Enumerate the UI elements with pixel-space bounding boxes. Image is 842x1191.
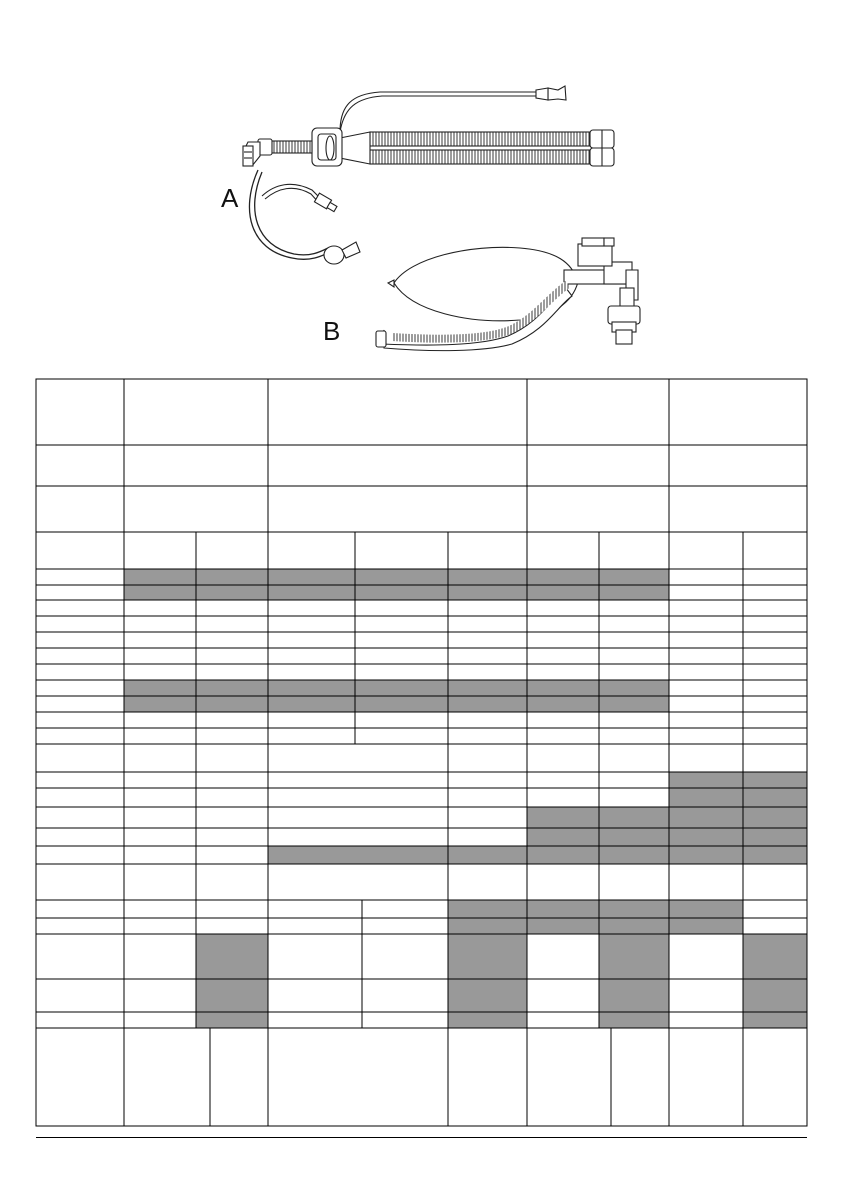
table-cell — [362, 979, 448, 1012]
table-cell — [362, 918, 448, 934]
table-cell — [124, 918, 196, 934]
table-cell — [268, 772, 448, 788]
table-cell — [36, 632, 124, 648]
table-cell — [36, 648, 124, 664]
table-cell — [448, 788, 527, 807]
table-cell — [196, 712, 268, 728]
table-cell — [124, 772, 196, 788]
table-cell-shaded — [268, 569, 355, 585]
table-cell — [743, 1028, 807, 1126]
table-cell — [124, 445, 268, 486]
table-cell — [124, 934, 196, 979]
table-cell-shaded — [743, 934, 807, 979]
footer-rule — [36, 1137, 807, 1138]
table-cell-shaded — [669, 788, 743, 807]
table-cell-shaded — [669, 807, 743, 828]
table-cell — [743, 728, 807, 744]
table-cell — [36, 1012, 124, 1028]
table-cell — [124, 828, 196, 846]
table-cell — [448, 648, 527, 664]
table-cell-shaded — [743, 772, 807, 788]
table-cell — [268, 379, 527, 445]
table-cell-shaded — [448, 900, 527, 918]
table-cell — [36, 864, 124, 900]
table-cell — [36, 712, 124, 728]
table-cell — [669, 379, 807, 445]
table-cell — [36, 445, 124, 486]
table-cell — [362, 1012, 448, 1028]
table-cell-shaded — [669, 900, 743, 918]
table-cell — [36, 532, 124, 569]
table-cell — [743, 696, 807, 712]
table-cell — [124, 616, 196, 632]
table-cell — [196, 772, 268, 788]
table-cell — [743, 648, 807, 664]
table-cell — [527, 772, 599, 788]
table-cell-shaded — [196, 569, 268, 585]
table-cell — [599, 744, 669, 772]
table-cell — [196, 664, 268, 680]
table-cell — [268, 788, 448, 807]
table-cell-shaded — [268, 696, 355, 712]
table-cell — [268, 744, 448, 772]
table-cell — [527, 445, 669, 486]
table-cell — [36, 979, 124, 1012]
table-cell — [448, 728, 527, 744]
table-cell — [124, 744, 196, 772]
table-cell — [743, 864, 807, 900]
table-cell — [196, 918, 268, 934]
table-cell — [611, 1028, 669, 1126]
table-cell — [355, 632, 448, 648]
table-cell — [268, 934, 362, 979]
table-cell — [527, 934, 599, 979]
table-cell — [743, 744, 807, 772]
table-cell-shaded — [669, 828, 743, 846]
table-cell — [268, 1028, 448, 1126]
table-cell — [527, 979, 599, 1012]
table-cell — [669, 712, 743, 728]
table-cell — [196, 728, 268, 744]
table-cell — [527, 648, 599, 664]
table-cell-shaded — [448, 1012, 527, 1028]
table-cell — [268, 828, 448, 846]
table-cell-shaded — [196, 696, 268, 712]
table-cell — [669, 532, 743, 569]
table-cell — [527, 486, 669, 532]
table-cell-shaded — [599, 585, 669, 600]
table-cell — [36, 788, 124, 807]
table-cell — [527, 712, 599, 728]
table-cell — [448, 712, 527, 728]
table-cell — [743, 632, 807, 648]
table-cell — [669, 600, 743, 616]
table-cell — [196, 616, 268, 632]
table-cell — [599, 728, 669, 744]
table-cell — [527, 744, 599, 772]
table-cell — [124, 712, 196, 728]
table-cell — [599, 712, 669, 728]
table-cell-shaded — [599, 680, 669, 696]
table-cell — [36, 379, 124, 445]
table-cell-shaded — [743, 788, 807, 807]
table-cell — [599, 864, 669, 900]
table-cell — [743, 569, 807, 585]
table-cell — [124, 632, 196, 648]
table-cell — [268, 532, 355, 569]
table-cell — [669, 728, 743, 744]
table-cell-shaded — [124, 585, 196, 600]
table-cell-shaded — [448, 918, 527, 934]
table-cell-shaded — [599, 569, 669, 585]
table-cell — [669, 585, 743, 600]
table-cell-shaded — [599, 979, 669, 1012]
table-cell-shaded — [268, 846, 448, 864]
table-cell — [124, 807, 196, 828]
table-cell — [599, 648, 669, 664]
table-cell — [36, 696, 124, 712]
table-cell — [36, 846, 124, 864]
table-cell — [36, 1028, 124, 1126]
table-cell — [527, 616, 599, 632]
table-cell — [36, 585, 124, 600]
table-cell-shaded — [743, 807, 807, 828]
table-cell — [743, 600, 807, 616]
table-cell-shaded — [743, 846, 807, 864]
table-cell — [124, 728, 196, 744]
table-cell — [669, 744, 743, 772]
table-cell — [669, 569, 743, 585]
table-cell-shaded — [124, 569, 196, 585]
table-cell-shaded — [527, 569, 599, 585]
table-cell — [268, 728, 355, 744]
table-cell — [527, 632, 599, 648]
table-cell — [527, 532, 599, 569]
table-cell — [527, 600, 599, 616]
table-cell — [196, 900, 268, 918]
table-cell — [268, 918, 362, 934]
table-cell-shaded — [669, 846, 743, 864]
table-cell — [743, 532, 807, 569]
table-cell — [210, 1028, 268, 1126]
table-cell — [599, 600, 669, 616]
table-cell-shaded — [268, 585, 355, 600]
table-cell — [743, 900, 807, 918]
table-cell — [527, 864, 599, 900]
table-cell — [743, 680, 807, 696]
table-cell — [124, 900, 196, 918]
table-cell — [599, 532, 669, 569]
table-cell — [669, 864, 743, 900]
table-cell — [669, 934, 743, 979]
table-cell — [448, 807, 527, 828]
table-cell-shaded — [669, 772, 743, 788]
table-cell — [268, 632, 355, 648]
table-cell — [743, 585, 807, 600]
table-cell — [355, 600, 448, 616]
table-cell-shaded — [355, 569, 448, 585]
table-cell — [527, 664, 599, 680]
figure-b-label: B — [323, 316, 341, 346]
table-cell — [196, 828, 268, 846]
table-cell — [355, 648, 448, 664]
table-cell — [36, 828, 124, 846]
table-cell — [448, 600, 527, 616]
table-cell — [124, 532, 196, 569]
table-cell — [599, 772, 669, 788]
table-cell — [36, 744, 124, 772]
table-cell — [268, 900, 362, 918]
table-cell — [124, 788, 196, 807]
table-cell — [599, 632, 669, 648]
table-cell — [124, 846, 196, 864]
figure-a-label: A — [221, 183, 239, 213]
table-cell — [268, 486, 527, 532]
table-cell-shaded — [448, 846, 527, 864]
table-cell-shaded — [268, 680, 355, 696]
table-cell — [196, 532, 268, 569]
table-cell — [268, 807, 448, 828]
table-cell — [124, 600, 196, 616]
table-cell — [355, 616, 448, 632]
table-cell — [36, 900, 124, 918]
table-cell — [196, 846, 268, 864]
table-cell — [36, 616, 124, 632]
table-cell-shaded — [527, 680, 599, 696]
table-cell — [527, 728, 599, 744]
table-cell — [669, 979, 743, 1012]
table-cell-shaded — [196, 979, 268, 1012]
table-cell-shaded — [355, 680, 448, 696]
table-cell-shaded — [196, 1012, 268, 1028]
table-cell — [448, 1028, 527, 1126]
table-cell — [669, 1012, 743, 1028]
table-cell — [669, 616, 743, 632]
table-cell — [669, 696, 743, 712]
table-cell — [124, 864, 196, 900]
table-cell — [527, 1012, 599, 1028]
table-cell-shaded — [448, 696, 527, 712]
table-cell — [448, 772, 527, 788]
table-cell — [669, 664, 743, 680]
table-cell — [743, 664, 807, 680]
table-cell-shaded — [743, 1012, 807, 1028]
table-cell — [36, 680, 124, 696]
table-cell-shaded — [669, 918, 743, 934]
table-cell — [36, 934, 124, 979]
table-cell-shaded — [599, 900, 669, 918]
table-cell — [599, 616, 669, 632]
table-cell — [196, 864, 268, 900]
table-cell — [448, 616, 527, 632]
table-cell-shaded — [448, 979, 527, 1012]
table-cell-shaded — [599, 807, 669, 828]
table-cell — [448, 744, 527, 772]
table-cell — [196, 648, 268, 664]
table-cell — [124, 486, 268, 532]
table-cell-shaded — [124, 680, 196, 696]
table-cell — [743, 712, 807, 728]
table-cell-shaded — [527, 585, 599, 600]
table-cell-shaded — [743, 828, 807, 846]
table-cell — [669, 1028, 743, 1126]
table-cell-shaded — [196, 585, 268, 600]
table-cell — [355, 532, 448, 569]
table-cell — [362, 934, 448, 979]
table-cell — [448, 632, 527, 648]
table-cell — [355, 664, 448, 680]
table-cell — [196, 744, 268, 772]
table-cell — [355, 728, 448, 744]
table-cell — [599, 664, 669, 680]
table-cell-shaded — [599, 846, 669, 864]
table-cell — [527, 379, 669, 445]
table-cell-shaded — [527, 807, 599, 828]
table-cell — [124, 648, 196, 664]
table-cell-shaded — [599, 696, 669, 712]
table-cell — [669, 680, 743, 696]
table-cell — [36, 600, 124, 616]
table-cell-shaded — [355, 696, 448, 712]
table-cell-shaded — [448, 569, 527, 585]
table-cell — [448, 532, 527, 569]
table-cell — [124, 664, 196, 680]
table-cell-shaded — [743, 979, 807, 1012]
table-cell — [599, 788, 669, 807]
table-cell — [268, 664, 355, 680]
table-cell-shaded — [599, 934, 669, 979]
table-cell — [124, 979, 196, 1012]
table-cell — [124, 379, 268, 445]
table-cell — [268, 979, 362, 1012]
table-cell — [124, 1012, 196, 1028]
table-cell — [268, 616, 355, 632]
table-cell — [36, 569, 124, 585]
table-cell — [669, 648, 743, 664]
table-cell — [36, 772, 124, 788]
table-cell — [448, 664, 527, 680]
table-cell — [36, 664, 124, 680]
table-cell — [268, 712, 355, 728]
table-cell-shaded — [527, 918, 599, 934]
table-cell-shaded — [448, 585, 527, 600]
table-cell — [196, 807, 268, 828]
table-cell — [268, 1012, 362, 1028]
table-cell-shaded — [527, 900, 599, 918]
table-cell-shaded — [196, 680, 268, 696]
table-cell — [743, 616, 807, 632]
table-cell — [196, 788, 268, 807]
table-cell — [669, 445, 807, 486]
table-cell — [268, 648, 355, 664]
table-cell — [124, 1028, 210, 1126]
table-cell-shaded — [527, 828, 599, 846]
table-cell — [36, 728, 124, 744]
table-cell-shaded — [448, 934, 527, 979]
table-cell — [36, 807, 124, 828]
table-cell — [743, 918, 807, 934]
table-cell — [362, 900, 448, 918]
table-cell — [196, 632, 268, 648]
table-cell — [527, 788, 599, 807]
table-cell — [355, 712, 448, 728]
table-cell — [268, 864, 448, 900]
table-cell — [527, 1028, 611, 1126]
table-cell — [268, 600, 355, 616]
table-cell — [196, 600, 268, 616]
table-cell — [36, 918, 124, 934]
table-cell-shaded — [355, 585, 448, 600]
table-cell — [448, 828, 527, 846]
table-cell — [268, 445, 527, 486]
table-cell-shaded — [124, 696, 196, 712]
table-cell-shaded — [527, 846, 599, 864]
table-cell — [36, 486, 124, 532]
table-cell-shaded — [448, 680, 527, 696]
table-cell-shaded — [599, 1012, 669, 1028]
table-cell — [669, 486, 807, 532]
table-cell-shaded — [527, 696, 599, 712]
table-cell-shaded — [599, 828, 669, 846]
table-cell-shaded — [599, 918, 669, 934]
table-cell — [448, 864, 527, 900]
table-cell-shaded — [196, 934, 268, 979]
table-cell — [669, 632, 743, 648]
